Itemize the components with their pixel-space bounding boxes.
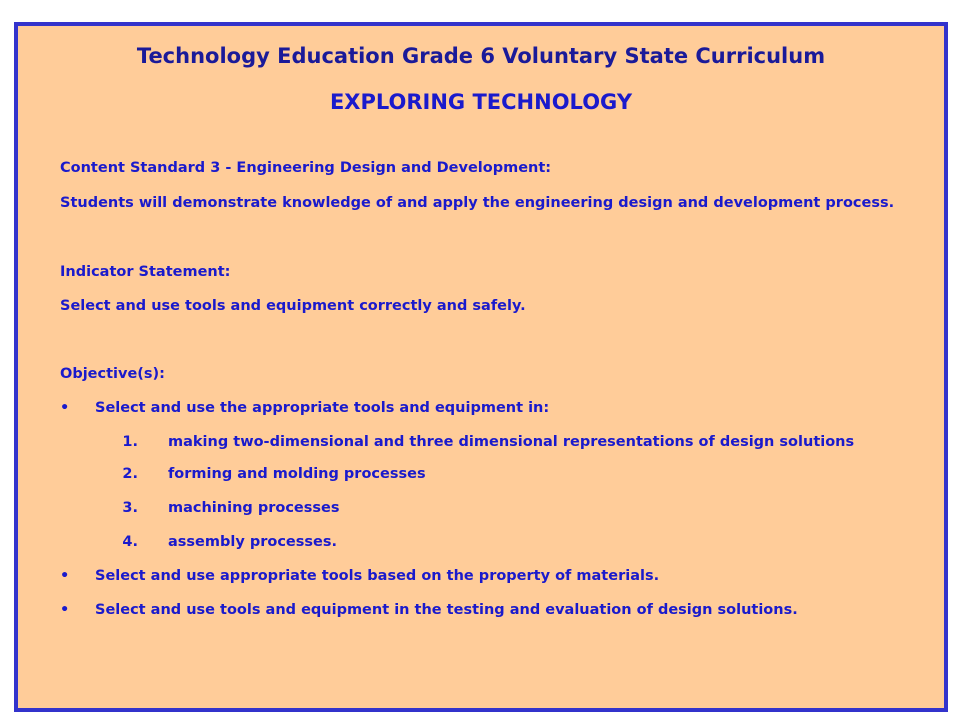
sub-item-number: 1. bbox=[122, 434, 138, 450]
bullet-marker: • bbox=[60, 568, 70, 584]
objective-bullet: Select and use the appropriate tools and equipment in: bbox=[95, 400, 550, 416]
sub-item-number: 3. bbox=[122, 500, 138, 516]
sub-item-text: assembly processes. bbox=[168, 534, 337, 550]
sub-item-number: 2. bbox=[122, 466, 138, 482]
indicator-text: Select and use tools and equipment correctly and safely. bbox=[60, 298, 526, 314]
objective-bullet: Select and use tools and equipment in the testing and evaluation of design solutions. bbox=[95, 602, 798, 618]
objective-bullet: Select and use appropriate tools based on the property of materials. bbox=[95, 568, 660, 584]
slide-frame bbox=[14, 22, 948, 712]
sub-item-text: making two-dimensional and three dimensional representations of design solutions bbox=[168, 434, 855, 450]
indicator-heading: Indicator Statement: bbox=[60, 264, 231, 280]
content-standard-heading: Content Standard 3 - Engineering Design and Development: bbox=[60, 160, 552, 176]
sub-item-text: forming and molding processes bbox=[168, 466, 426, 482]
objectives-heading: Objective(s): bbox=[60, 366, 165, 382]
content-standard-text: Students will demonstrate knowledge of and apply the engineering design and development process. bbox=[60, 195, 895, 211]
slide-subtitle: EXPLORING TECHNOLOGY bbox=[329, 90, 633, 114]
sub-item-text: machining processes bbox=[168, 500, 340, 516]
slide-title: Technology Education Grade 6 Voluntary State Curriculum bbox=[136, 44, 826, 68]
bullet-marker: • bbox=[60, 602, 70, 618]
sub-item-number: 4. bbox=[122, 534, 138, 550]
bullet-marker: • bbox=[60, 400, 70, 416]
